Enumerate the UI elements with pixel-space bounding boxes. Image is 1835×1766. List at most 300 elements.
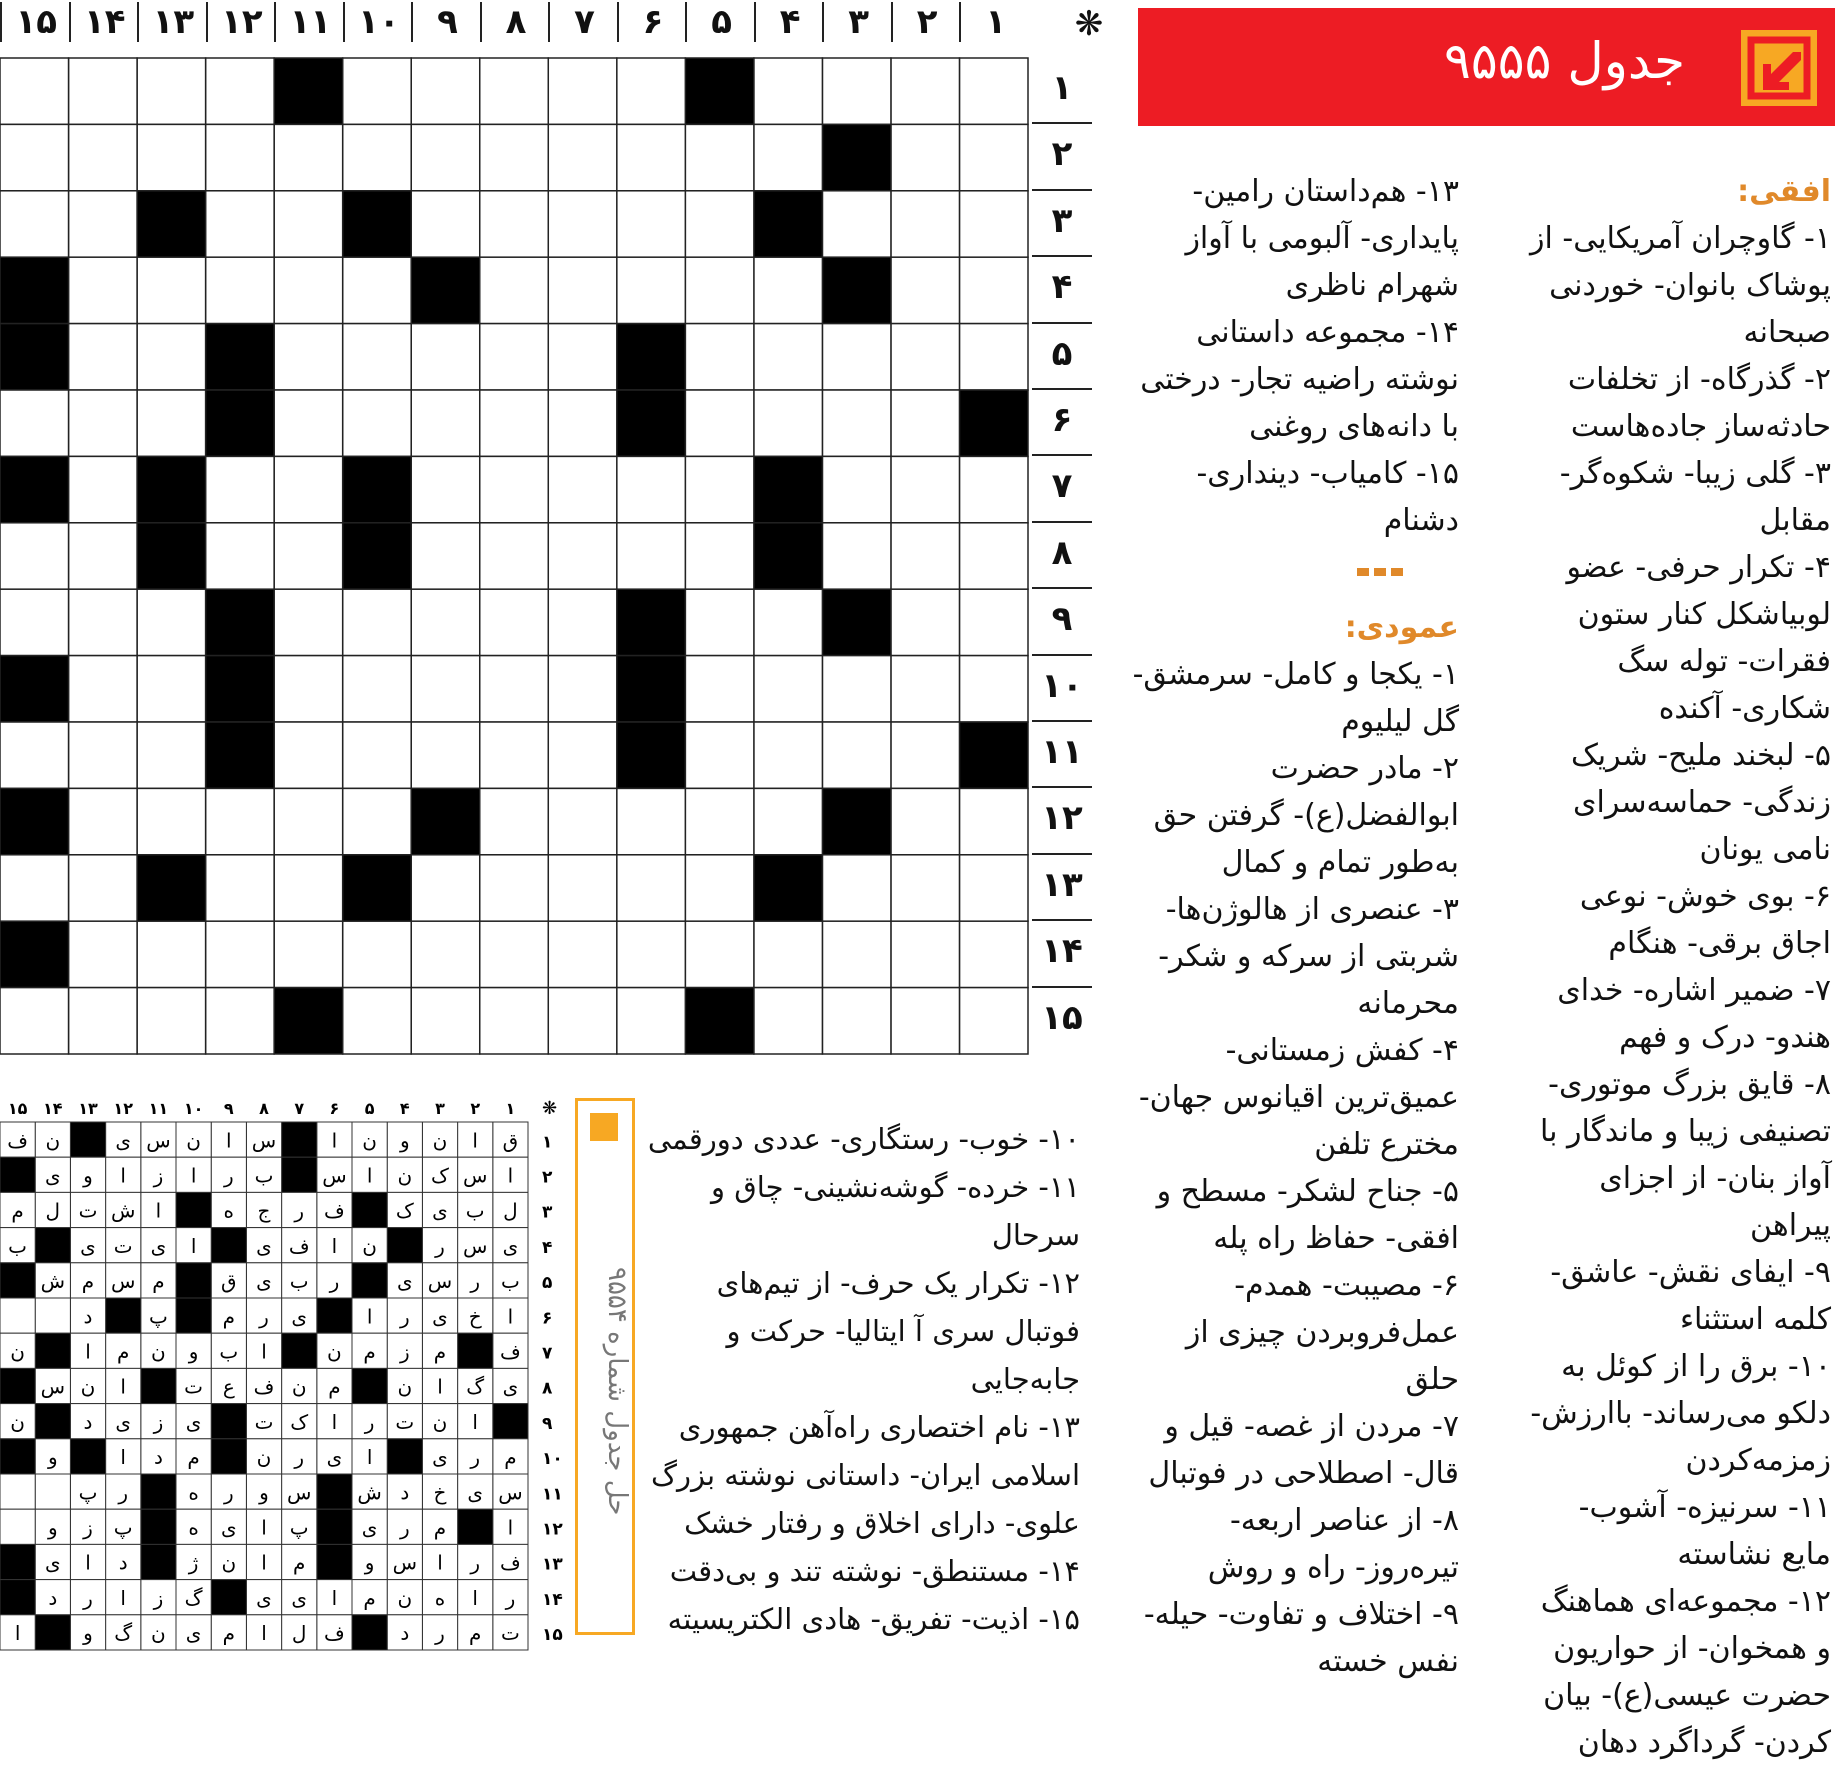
grid-cell[interactable] <box>69 855 138 921</box>
solution-letter: ی <box>220 1515 237 1540</box>
solution-letter: ن <box>327 1339 342 1364</box>
grid-cell[interactable] <box>411 456 480 522</box>
grid-cell[interactable] <box>137 58 206 124</box>
grid-cell[interactable] <box>411 390 480 456</box>
grid-cell[interactable] <box>206 988 275 1054</box>
grid-cell[interactable] <box>206 257 275 323</box>
row-numbers <box>1030 58 1100 1054</box>
solution-column-number: ۲ <box>470 1099 481 1118</box>
solution-cell <box>0 1157 35 1192</box>
solution-column-number: ۷ <box>294 1099 305 1118</box>
solution-letter: س <box>110 1269 136 1294</box>
grid-cell[interactable] <box>548 656 617 722</box>
grid-cell[interactable] <box>0 390 69 456</box>
black-cell <box>959 390 1028 456</box>
grid-cell[interactable] <box>617 855 686 921</box>
solution-letter: ت <box>254 1409 274 1434</box>
grid-cell[interactable] <box>0 722 69 788</box>
grid-cell[interactable] <box>137 988 206 1054</box>
grid-cell[interactable] <box>891 788 960 854</box>
grid-cell[interactable] <box>137 722 206 788</box>
solution-letter: ی <box>326 1445 343 1470</box>
solution-letter: ر <box>435 1621 445 1646</box>
solution-column-number: ۱۱ <box>148 1099 169 1118</box>
grid-cell[interactable] <box>69 589 138 655</box>
grid-cell[interactable] <box>69 456 138 522</box>
grid-cell[interactable] <box>617 191 686 257</box>
grid-cell[interactable] <box>206 58 275 124</box>
grid-cell[interactable] <box>891 722 960 788</box>
grid-cell[interactable] <box>69 324 138 390</box>
grid-cell[interactable] <box>891 523 960 589</box>
solution-letter: ز <box>399 1339 410 1364</box>
grid-cell[interactable] <box>754 257 823 323</box>
solution-letter: ن <box>186 1128 201 1153</box>
solution-letter: ا <box>190 1163 197 1188</box>
grid-cell[interactable] <box>754 921 823 987</box>
grid-cell[interactable] <box>137 788 206 854</box>
solution-letter: ا <box>85 1550 91 1575</box>
grid-cell[interactable] <box>274 324 343 390</box>
row-number: ۹ <box>1032 599 1092 655</box>
grid-cell[interactable] <box>548 191 617 257</box>
solution-cell <box>176 1263 211 1298</box>
grid-cell[interactable] <box>480 589 549 655</box>
solution-cell <box>317 1509 352 1544</box>
grid-cell[interactable] <box>548 523 617 589</box>
grid-cell[interactable] <box>959 257 1028 323</box>
grid-cell[interactable] <box>274 589 343 655</box>
down-list-continued <box>640 1115 1080 1643</box>
solution-letter: و <box>259 1480 269 1505</box>
grid-cell[interactable] <box>411 58 480 124</box>
solution-letter: ک <box>395 1198 414 1223</box>
row-number: ۱۱ <box>1032 732 1092 788</box>
grid-cell[interactable] <box>274 124 343 190</box>
grid-cell[interactable] <box>891 124 960 190</box>
grid-cell[interactable] <box>754 124 823 190</box>
grid-cell[interactable] <box>274 191 343 257</box>
solution-letter: م <box>152 1269 165 1294</box>
grid-cell[interactable] <box>685 788 754 854</box>
solution-letter: ا <box>437 1550 443 1575</box>
grid-cell[interactable] <box>959 855 1028 921</box>
solution-letter: ا <box>366 1163 373 1188</box>
grid-cell[interactable] <box>137 921 206 987</box>
grid-cell[interactable] <box>959 788 1028 854</box>
solution-cell <box>317 1474 352 1509</box>
grid-cell[interactable] <box>69 988 138 1054</box>
grid-cell[interactable] <box>548 722 617 788</box>
solution-letter: س <box>251 1128 277 1153</box>
grid-cell[interactable] <box>548 257 617 323</box>
grid-cell[interactable] <box>69 58 138 124</box>
grid-cell[interactable] <box>274 656 343 722</box>
solution-letter: ا <box>120 1374 126 1399</box>
solution-letter: ی <box>432 1304 448 1329</box>
grid-cell[interactable] <box>617 257 686 323</box>
solution-letter: ف <box>324 1621 345 1646</box>
grid-cell[interactable] <box>685 124 754 190</box>
column-number: ۴ <box>754 2 825 42</box>
grid-cell[interactable] <box>69 788 138 854</box>
grid-cell[interactable] <box>617 456 686 522</box>
grid-cell[interactable] <box>69 523 138 589</box>
solution-column-number: ۵ <box>364 1099 375 1118</box>
black-cell <box>411 257 480 323</box>
solution-letter: ا <box>331 1233 338 1258</box>
grid-cell[interactable] <box>274 257 343 323</box>
solution-cell <box>387 1228 422 1263</box>
column-number: ۵ <box>685 2 756 42</box>
grid-cell[interactable] <box>0 124 69 190</box>
grid-cell[interactable] <box>891 988 960 1054</box>
solution-letter: ر <box>470 1269 481 1294</box>
grid-cell[interactable] <box>480 921 549 987</box>
solution-letter: ن <box>362 1128 377 1153</box>
grid-cell[interactable] <box>959 988 1028 1054</box>
solution-cell <box>0 1298 35 1333</box>
grid-cell[interactable] <box>891 855 960 921</box>
grid-cell[interactable] <box>137 124 206 190</box>
grid-cell[interactable] <box>0 855 69 921</box>
grid-cell[interactable] <box>480 390 549 456</box>
grid-cell[interactable] <box>891 257 960 323</box>
solution-letter: ر <box>118 1480 129 1505</box>
solution-letter: ن <box>151 1621 166 1646</box>
grid-cell[interactable] <box>959 324 1028 390</box>
grid-cell[interactable] <box>548 58 617 124</box>
grid-cell[interactable] <box>891 921 960 987</box>
solution-letter: س <box>322 1163 347 1188</box>
grid-cell[interactable] <box>685 855 754 921</box>
grid-cell[interactable] <box>343 257 412 323</box>
grid-cell[interactable] <box>685 390 754 456</box>
solution-letter: ف <box>500 1339 521 1364</box>
grid-cell[interactable] <box>343 656 412 722</box>
grid-cell[interactable] <box>891 589 960 655</box>
grid-cell[interactable] <box>548 988 617 1054</box>
grid-cell[interactable] <box>411 988 480 1054</box>
grid-cell[interactable] <box>343 324 412 390</box>
across-clues-column <box>1521 168 1831 1766</box>
grid-cell[interactable] <box>891 191 960 257</box>
solution-letter: ن <box>397 1374 413 1399</box>
solution-letter: ت <box>78 1198 98 1223</box>
grid-cell[interactable] <box>206 456 275 522</box>
grid-cell[interactable] <box>480 855 549 921</box>
solution-letter: م <box>187 1445 200 1470</box>
black-cell <box>617 390 686 456</box>
solution-letter: ز <box>83 1515 93 1540</box>
black-cell <box>0 656 69 722</box>
grid-cell[interactable] <box>548 855 617 921</box>
grid-cell[interactable] <box>548 589 617 655</box>
crossword-grid[interactable] <box>0 58 1028 1054</box>
grid-cell[interactable] <box>69 257 138 323</box>
solution-letter: د <box>48 1585 58 1610</box>
grid-cell[interactable] <box>480 722 549 788</box>
solution-letter: ی <box>467 1480 484 1505</box>
grid-cell[interactable] <box>274 855 343 921</box>
grid-cell[interactable] <box>206 788 275 854</box>
grid-cell[interactable] <box>137 257 206 323</box>
solution-letter: م <box>504 1445 517 1470</box>
grid-cell[interactable] <box>754 390 823 456</box>
solution-cell <box>211 1580 246 1615</box>
grid-cell[interactable] <box>411 191 480 257</box>
grid-cell[interactable] <box>137 390 206 456</box>
solution-letter: خ <box>468 1304 482 1329</box>
grid-cell[interactable] <box>206 855 275 921</box>
row-number: ۱۴ <box>1032 931 1092 987</box>
column-number: ۱۳ <box>137 2 208 42</box>
clue-item: ۹- ایفای نقش- عاشق- کلمه استثناء <box>1550 1255 1831 1337</box>
solution-letter: ی <box>361 1515 378 1540</box>
grid-cell[interactable] <box>480 456 549 522</box>
grid-cell[interactable] <box>480 988 549 1054</box>
clue-item: ۱۱- خرده- گوشه‌نشینی- چاق و سرحال <box>711 1170 1080 1252</box>
column-number: ۱۲ <box>206 2 277 42</box>
solution-letter: گ <box>184 1585 203 1610</box>
grid-cell[interactable] <box>754 58 823 124</box>
solution-letter: ن <box>432 1409 448 1434</box>
solution-letter: د <box>153 1445 163 1470</box>
grid-cell[interactable] <box>754 589 823 655</box>
grid-cell[interactable] <box>0 58 69 124</box>
solution-row-number: ۱۵ <box>542 1625 563 1646</box>
solution-letter: ی <box>115 1409 132 1434</box>
grid-cell[interactable] <box>480 324 549 390</box>
grid-cell[interactable] <box>274 788 343 854</box>
grid-cell[interactable] <box>548 390 617 456</box>
clue-item: ۱۴- مجموعه داستانی نوشته راضیه تجار- درختی با دانه‌های روغنی <box>1140 315 1459 444</box>
solution-letter: ر <box>505 1585 516 1610</box>
grid-cell[interactable] <box>274 456 343 522</box>
column-number: ۱۱ <box>274 2 345 42</box>
black-cell <box>959 722 1028 788</box>
grid-cell[interactable] <box>891 390 960 456</box>
solution-row-number: ۱۱ <box>542 1484 563 1505</box>
grid-cell[interactable] <box>480 788 549 854</box>
grid-cell[interactable] <box>685 257 754 323</box>
grid-cell[interactable] <box>343 788 412 854</box>
grid-cell[interactable] <box>69 124 138 190</box>
grid-cell[interactable] <box>411 855 480 921</box>
grid-cell[interactable] <box>411 324 480 390</box>
grid-cell[interactable] <box>480 257 549 323</box>
solution-letter: ی <box>256 1233 272 1258</box>
grid-cell[interactable] <box>685 656 754 722</box>
grid-cell[interactable] <box>822 523 891 589</box>
grid-cell[interactable] <box>137 656 206 722</box>
grid-cell[interactable] <box>206 124 275 190</box>
solution-row-number: ۷ <box>542 1343 553 1364</box>
grid-cell[interactable] <box>274 390 343 456</box>
solution-letter: ب <box>219 1339 239 1364</box>
solution-column-number: ۱۲ <box>113 1099 133 1118</box>
solution-letter: م <box>363 1339 376 1364</box>
grid-cell[interactable] <box>685 191 754 257</box>
black-cell <box>137 191 206 257</box>
solution-letter: س <box>40 1374 66 1399</box>
clue-item: ۹- اختلاف و تفاوت- حیله- نفس خسته <box>1143 1597 1459 1679</box>
grid-cell[interactable] <box>822 456 891 522</box>
grid-cell[interactable] <box>206 523 275 589</box>
clue-item: ۷- ضمیر اشاره- خدای هندو- درک و فهم <box>1557 973 1831 1055</box>
solution-letter: ا <box>261 1339 267 1364</box>
grid-cell[interactable] <box>69 390 138 456</box>
grid-cell[interactable] <box>480 58 549 124</box>
grid-cell[interactable] <box>0 589 69 655</box>
grid-cell[interactable] <box>822 191 891 257</box>
solution-cell <box>0 1439 35 1474</box>
solution-letter: ا <box>507 1515 514 1540</box>
clue-item: ۳- عنصری از هالوژن‌ها- شربتی از سرکه و شکر- محرمانه <box>1158 892 1459 1021</box>
grid-cell[interactable] <box>617 58 686 124</box>
solution-letter: ن <box>45 1128 61 1153</box>
grid-cell[interactable] <box>343 58 412 124</box>
grid-cell[interactable] <box>480 124 549 190</box>
grid-cell[interactable] <box>891 456 960 522</box>
black-cell <box>685 988 754 1054</box>
grid-cell[interactable] <box>822 921 891 987</box>
grid-cell[interactable] <box>548 124 617 190</box>
grid-cell[interactable] <box>754 324 823 390</box>
row-number: ۵ <box>1032 334 1092 390</box>
solution-letter: ل <box>45 1198 61 1223</box>
grid-cell[interactable] <box>69 656 138 722</box>
solution-letter: ا <box>261 1515 267 1540</box>
grid-cell[interactable] <box>480 523 549 589</box>
grid-cell[interactable] <box>480 656 549 722</box>
grid-cell[interactable] <box>754 722 823 788</box>
grid-cell[interactable] <box>754 656 823 722</box>
grid-cell[interactable] <box>617 788 686 854</box>
grid-cell[interactable] <box>685 523 754 589</box>
grid-cell[interactable] <box>959 456 1028 522</box>
solution-letter: ی <box>291 1304 308 1329</box>
grid-cell[interactable] <box>754 988 823 1054</box>
solution-cell <box>35 1404 70 1439</box>
solution-letter: ک <box>290 1409 309 1434</box>
grid-cell[interactable] <box>959 921 1028 987</box>
grid-cell[interactable] <box>822 988 891 1054</box>
grid-cell[interactable] <box>548 921 617 987</box>
clue-item: ۱۵- کامیاب- دینداری- دشنام <box>1196 456 1459 538</box>
grid-cell[interactable] <box>206 191 275 257</box>
solution-letter: و <box>83 1621 93 1646</box>
grid-cell[interactable] <box>959 523 1028 589</box>
solution-letter: ی <box>256 1585 272 1610</box>
grid-cell[interactable] <box>822 656 891 722</box>
solution-letter: ا <box>472 1585 478 1610</box>
grid-cell[interactable] <box>959 589 1028 655</box>
grid-cell[interactable] <box>343 988 412 1054</box>
grid-cell[interactable] <box>69 921 138 987</box>
grid-cell[interactable] <box>548 788 617 854</box>
grid-cell[interactable] <box>685 722 754 788</box>
grid-cell[interactable] <box>959 124 1028 190</box>
grid-cell[interactable] <box>343 390 412 456</box>
solution-letter: ز <box>153 1163 164 1188</box>
grid-cell[interactable] <box>548 456 617 522</box>
solution-row-number: ۵ <box>542 1273 553 1294</box>
grid-cell[interactable] <box>822 390 891 456</box>
clue-item: ۱۰- برق را از کوئل به دلکو می‌رساند- باارزش- زمزمه‌کردن <box>1530 1349 1831 1478</box>
solution-letter: ر <box>364 1409 375 1434</box>
grid-cell[interactable] <box>822 855 891 921</box>
grid-cell[interactable] <box>754 788 823 854</box>
grid-cell[interactable] <box>0 523 69 589</box>
solution-letter: ت <box>500 1621 520 1646</box>
grid-cell[interactable] <box>959 191 1028 257</box>
grid-cell[interactable] <box>548 324 617 390</box>
grid-cell[interactable] <box>891 324 960 390</box>
black-cell <box>206 324 275 390</box>
grid-cell[interactable] <box>822 58 891 124</box>
grid-cell[interactable] <box>822 722 891 788</box>
solution-letter: ژ <box>188 1550 199 1575</box>
grid-cell[interactable] <box>480 191 549 257</box>
grid-cell[interactable] <box>411 523 480 589</box>
black-cell <box>822 124 891 190</box>
grid-cell[interactable] <box>617 523 686 589</box>
grid-cell[interactable] <box>274 921 343 987</box>
grid-cell[interactable] <box>0 988 69 1054</box>
grid-cell[interactable] <box>343 722 412 788</box>
solution-letter: ن <box>10 1339 25 1364</box>
grid-cell[interactable] <box>685 324 754 390</box>
grid-cell[interactable] <box>959 656 1028 722</box>
solution-letter: ا <box>261 1621 267 1646</box>
black-cell <box>206 390 275 456</box>
grid-cell[interactable] <box>69 722 138 788</box>
grid-cell[interactable] <box>137 589 206 655</box>
grid-cell[interactable] <box>411 722 480 788</box>
clue-item: ۵- جناح لشکر- مسطح و افقی- حفاظ راه پله <box>1156 1174 1459 1256</box>
grid-cell[interactable] <box>617 124 686 190</box>
grid-cell[interactable] <box>891 58 960 124</box>
grid-cell[interactable] <box>617 988 686 1054</box>
grid-cell[interactable] <box>206 921 275 987</box>
grid-cell[interactable] <box>274 722 343 788</box>
grid-cell[interactable] <box>274 523 343 589</box>
grid-cell[interactable] <box>959 58 1028 124</box>
solution-letter: ب <box>289 1269 309 1294</box>
grid-cell[interactable] <box>0 191 69 257</box>
grid-cell[interactable] <box>343 124 412 190</box>
grid-cell[interactable] <box>411 124 480 190</box>
grid-cell[interactable] <box>617 921 686 987</box>
grid-cell[interactable] <box>891 656 960 722</box>
grid-cell[interactable] <box>685 456 754 522</box>
grid-cell[interactable] <box>411 921 480 987</box>
grid-cell[interactable] <box>822 324 891 390</box>
grid-cell[interactable] <box>137 324 206 390</box>
solution-letter: ی <box>291 1585 308 1610</box>
solution-letter: و <box>399 1128 410 1153</box>
grid-cell[interactable] <box>69 191 138 257</box>
solution-letter: س <box>146 1128 171 1153</box>
grid-cell[interactable] <box>685 921 754 987</box>
grid-cell[interactable] <box>411 589 480 655</box>
solution-letter: ی <box>432 1445 448 1470</box>
grid-cell[interactable] <box>343 589 412 655</box>
grid-cell[interactable] <box>411 656 480 722</box>
grid-cell[interactable] <box>343 921 412 987</box>
grid-cell[interactable] <box>685 589 754 655</box>
